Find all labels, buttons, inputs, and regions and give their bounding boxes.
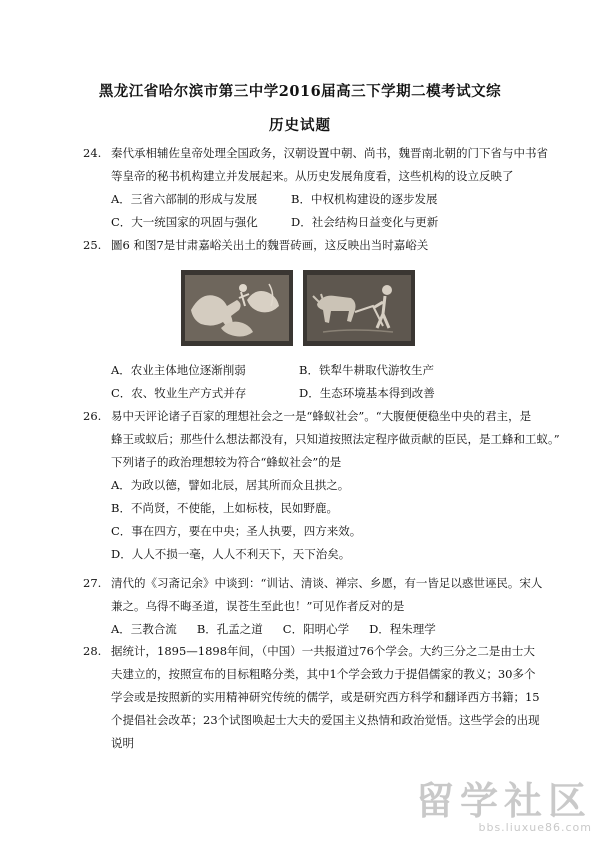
brick-paintings [181,270,416,346]
brick-painting-hunting [181,270,293,346]
question-text: 等皇帝的秘书机构建立并发展起来。从历史发展角度看，这些机构的设立反映了 [111,169,514,183]
question-number: 28. [83,644,102,658]
option-a: A．农业主体地位逐渐削弱 [111,363,246,377]
option-d: D．程朱理学 [369,622,436,636]
question-text: 学会或是按照新的实用精神研究传统的儒学，或是研究西方科学和翻译西方书籍；15 [111,690,540,704]
question-27 [83,572,543,641]
option-b: B．中权机构建设的逐步发展 [291,192,438,206]
question-text: 清代的《习斋记余》中谈到：“训诂、清谈、禅宗、乡愿，有一皆足以惑世诬民。宋人 [111,576,543,590]
question-text: 蜂王或蚁后；那些什么想法都没有，只知道按照法定程序做贡献的臣民，是工蜂和工蚁。” [111,432,560,446]
option-a: A．为政以德，譬如北辰，居其所而众且拱之。 [111,478,350,492]
question-number: 27. [83,576,102,590]
question-text: 个提倡社会改革；23个试图唤起士大夫的爱国主义热情和政治觉悟。这些学会的出现 [111,713,540,727]
question-number: 24. [83,146,102,160]
option-c: C．阳明心学 [282,622,350,636]
question-number: 26. [83,409,102,423]
question-text: 圖6 和图7是甘肃嘉峪关出土的魏晋砖画，这反映出当时嘉峪关 [111,238,429,252]
option-c: C．事在四方，要在中央；圣人执要，四方来效。 [111,524,362,538]
question-text: 据统计，1895—1898年间，（中国）一共报道过76个学会。大约三分之二是由士大 [111,644,535,658]
option-b: B．不尚贤，不使能，上如标枝，民如野鹿。 [111,501,338,515]
option-c: C．大一统国家的巩固与强化 [111,215,258,229]
question-25-options [83,359,543,405]
question-text: 下列诸子的政治理想较为符合“蜂蚁社会”的是 [111,455,342,469]
question-24 [83,142,548,234]
option-d: D．生态环境基本得到改善 [299,386,435,400]
document-subtitle: 历史试题 [269,117,331,134]
watermark-logo: 留学社区 [415,779,592,823]
question-text: 易中天评论诸子百家的理想社会之一是“蜂蚁社会”。“大腹便便稳坐中央的君主，是 [111,409,532,423]
question-text: 夫建立的，按照宣布的目标粗略分类，其中1个学会致力于提倡儒家的教义；30多个 [111,667,536,681]
option-d: D．社会结构日益变化与更新 [291,215,439,229]
option-a: A．三教合流 [111,622,177,636]
question-number: 25. [83,238,102,252]
watermark [416,781,592,834]
question-text: 兼之。乌得不晦圣道，误苍生至此也！”可见作者反对的是 [111,599,405,613]
option-d: D．人人不损一毫，人人不利天下，天下治矣。 [111,547,351,561]
document-title: 黑龙江省哈尔滨市第三中学2016届高三下学期二模考试文综 [98,83,502,100]
question-25 [83,234,543,257]
watermark-url: bbs.liuxue86.com [478,821,592,834]
question-28 [83,640,543,755]
option-b: B．孔孟之道 [196,622,263,636]
option-c: C．农、牧业生产方式并存 [111,386,247,400]
brick-painting-plowing [303,270,415,346]
option-a: A．三省六部制的形成与发展 [111,192,258,206]
question-text: 秦代承相辅佐皇帝处理全国政务，汉朝设置中朝、尚书，魏晋南北朝的门下省与中书省 [111,146,548,160]
question-26 [83,405,560,566]
option-b: B．铁犁牛耕取代游牧生产 [299,363,434,377]
question-text: 说明 [111,736,134,750]
